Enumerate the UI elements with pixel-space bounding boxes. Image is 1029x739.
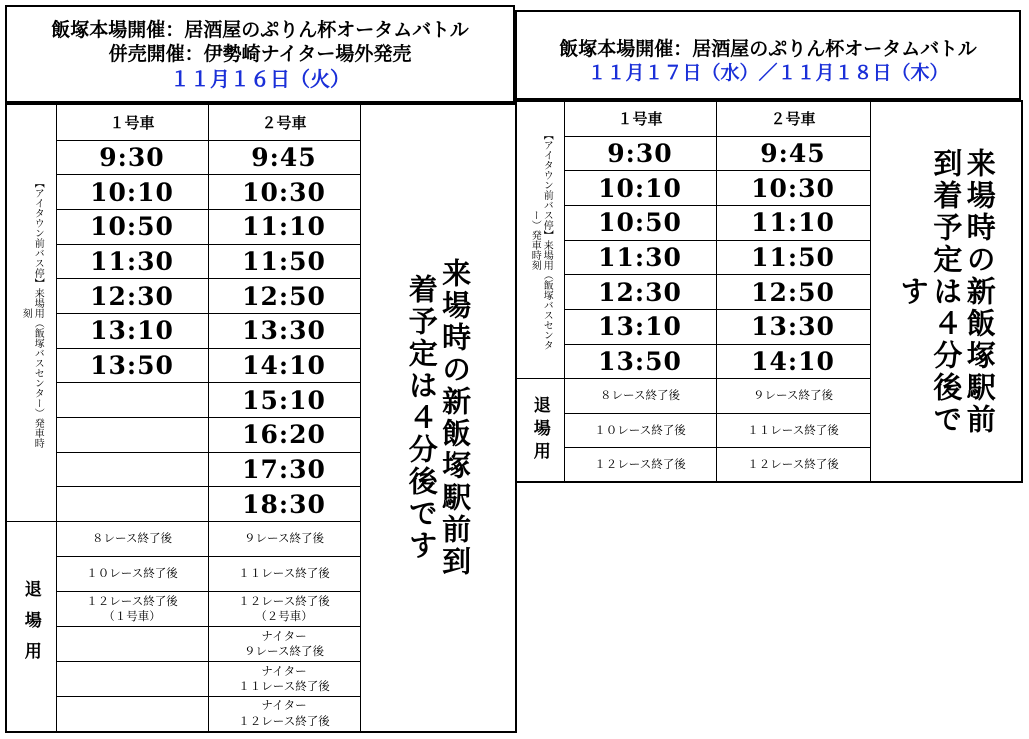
exit-car2 [208, 522, 360, 557]
departure-time-car1: 13:50 [564, 344, 716, 379]
car2-header: ２号車 [208, 104, 360, 140]
exit-car2 [208, 627, 360, 662]
departure-time-car2: 9:45 [716, 136, 870, 171]
arrival-note: 来場時の新飯塚駅前到着予定は４分後です [896, 147, 997, 436]
exit-car1 [56, 662, 208, 697]
exit-car1-line1: １０レース終了後 [86, 566, 178, 581]
exit-car2-line2: ９レース終了後 [244, 644, 324, 659]
exit-car2-line2: １１レース終了後 [238, 679, 330, 694]
arrival-side-label-cell [516, 101, 564, 379]
departure-time-car1: 12:30 [56, 279, 208, 314]
event-date: １１月１７日（水）／１１月１８日（木） [587, 62, 949, 84]
departure-time-car1: 12:30 [564, 275, 716, 310]
departure-time-car2: 15:10 [208, 383, 360, 418]
exit-car2-line1: １２レース終了後 [238, 593, 330, 608]
departure-time-car1: 9:30 [56, 140, 208, 175]
exit-car1-line1: ８レース終了後 [92, 531, 172, 546]
exit-car1: １０レース終了後 [564, 413, 716, 448]
timetable [515, 100, 1023, 483]
departure-time-car2: 14:10 [716, 344, 870, 379]
car2-header: ２号車 [716, 101, 870, 136]
schedule-panel-nov17-18 [515, 10, 1021, 486]
departure-time-car1 [56, 487, 208, 522]
departure-time-car2: 11:10 [208, 209, 360, 244]
exit-car2-line1: １１レース終了後 [238, 566, 330, 581]
exit-car1 [56, 592, 208, 627]
exit-car1-line2: （１号車） [103, 609, 161, 624]
departure-time-car2: 18:30 [208, 487, 360, 522]
exit-car1-line1: １２レース終了後 [86, 593, 178, 608]
departure-time-car1 [56, 452, 208, 487]
departure-time-car1: 10:10 [56, 175, 208, 210]
departure-time-car2: 11:50 [208, 244, 360, 279]
exit-car2 [208, 592, 360, 627]
event-title: 飯塚本場開催：居酒屋のぷりん杯オータムバトル [559, 38, 977, 60]
car1-header: １号車 [56, 104, 208, 140]
departure-time-car2: 13:30 [716, 309, 870, 344]
exit-car2-line1: ９レース終了後 [244, 531, 324, 546]
departure-time-car1: 11:30 [56, 244, 208, 279]
exit-label: 退場用 [20, 579, 41, 673]
exit-car2: １１レース終了後 [716, 413, 870, 448]
schedule-panel-nov16 [5, 5, 515, 733]
exit-car2-line1: ナイター [261, 698, 307, 713]
departure-time-car2: 13:30 [208, 313, 360, 348]
departure-time-car1: 10:10 [564, 171, 716, 206]
departure-time-car2: 17:30 [208, 452, 360, 487]
departure-time-car1: 11:30 [564, 240, 716, 275]
header-box [5, 5, 515, 103]
departure-time-car2: 16:20 [208, 418, 360, 453]
exit-label-cell [516, 379, 564, 483]
exit-label-cell [6, 522, 56, 732]
column-header-row [6, 104, 516, 140]
event-title: 飯塚本場開催：居酒屋のぷりん杯オータムバトル [51, 19, 469, 41]
arrival-side-label: 【アイタウン前バス停】来場用（飯塚バスセンター）発車時刻 [529, 130, 553, 351]
arrival-note: 来場時の新飯塚駅前到着予定は４分後です [404, 257, 473, 578]
departure-time-car2: 14:10 [208, 348, 360, 383]
exit-car2 [208, 557, 360, 592]
exit-car2-line1: ナイター [261, 663, 307, 678]
event-date: １１月１６日（火） [170, 67, 350, 91]
exit-label: 退場用 [529, 395, 550, 465]
exit-car2: １２レース終了後 [716, 448, 870, 483]
arrival-side-label: 【アイタウン前バス停】来場用（飯塚バスセンター）発車時刻 [20, 178, 44, 449]
column-header-row [516, 101, 1022, 136]
header-box [515, 10, 1021, 100]
timetable [5, 103, 517, 733]
exit-car2-line2: １２レース終了後 [238, 713, 330, 728]
departure-time-car2: 9:45 [208, 140, 360, 175]
sub-event-title: 併売開催：伊勢崎ナイター場外発売 [108, 43, 412, 65]
exit-car2-line1: ナイター [261, 628, 307, 643]
exit-car1 [56, 697, 208, 732]
departure-time-car2: 10:30 [208, 175, 360, 210]
arrival-note-cell [360, 104, 516, 732]
arrival-note-cell [870, 101, 1022, 482]
exit-car2 [208, 697, 360, 732]
exit-car1 [56, 522, 208, 557]
departure-time-car2: 11:50 [716, 240, 870, 275]
departure-time-car2: 11:10 [716, 205, 870, 240]
departure-time-car1: 10:50 [56, 209, 208, 244]
car1-header: １号車 [564, 101, 716, 136]
departure-time-car2: 12:50 [208, 279, 360, 314]
exit-car1: １２レース終了後 [564, 448, 716, 483]
departure-time-car1: 13:50 [56, 348, 208, 383]
exit-car1 [56, 627, 208, 662]
departure-time-car1 [56, 418, 208, 453]
exit-car2: ９レース終了後 [716, 379, 870, 414]
arrival-side-label-cell [6, 104, 56, 522]
exit-car2 [208, 662, 360, 697]
departure-time-car1: 9:30 [564, 136, 716, 171]
departure-time-car2: 10:30 [716, 171, 870, 206]
departure-time-car1: 13:10 [564, 309, 716, 344]
exit-car2-line2: （２号車） [255, 609, 313, 624]
exit-car1: ８レース終了後 [564, 379, 716, 414]
exit-car1 [56, 557, 208, 592]
departure-time-car1: 13:10 [56, 313, 208, 348]
departure-time-car1: 10:50 [564, 205, 716, 240]
departure-time-car2: 12:50 [716, 275, 870, 310]
departure-time-car1 [56, 383, 208, 418]
